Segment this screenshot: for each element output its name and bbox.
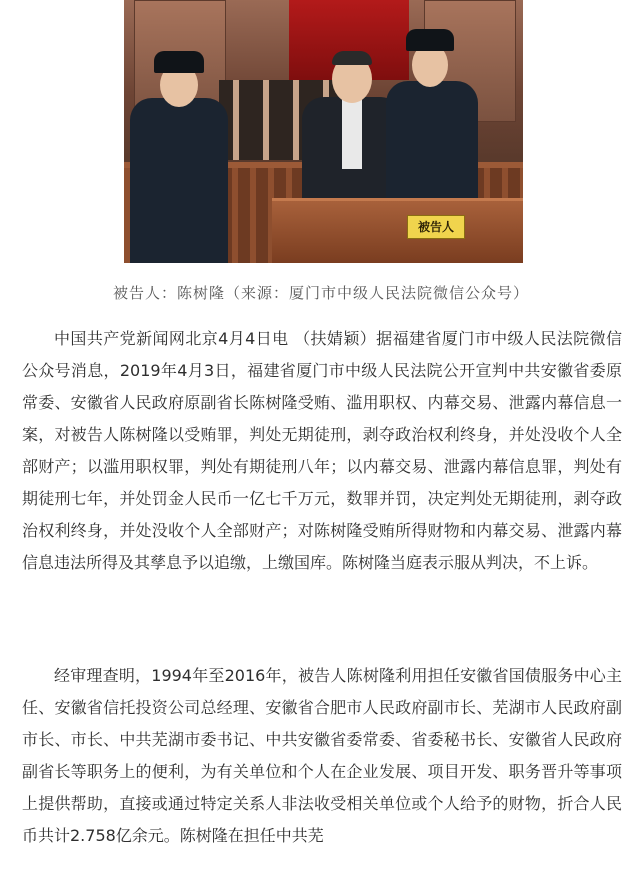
courtroom-photo — [124, 0, 523, 263]
article-paragraph: 经审理查明，1994年至2016年，被告人陈树隆利用担任安徽省国债服务中心主任、安徽省信托投资公司总经理、安徽省合肥市人民政府副市长、芜湖市人民政府副市长、市长、中共芜湖市委书记、中共安徽省委常委、省委秘书长、安徽省人民政府副省长等职务上的便利，为有关单位和个人在企业发展、项目开发、职务晋升等事项上提供帮助，直接或通过特定关系人非法收受相关单位或个人给予的财物，折合人民币共计2.758亿余元。陈树隆在担任中共芜 — [22, 666, 622, 845]
article-paragraph: 中国共产党新闻网北京4月4日电 （扶婧颖）据福建省厦门市中级人民法院微信公众号消息，2019年4月3日，福建省厦门市中级人民法院公开宣判中共安徽省委原常委、安徽省人民政府原副省长陈树隆受贿、滥用职权、内幕交易、泄露内幕信息一案，对被告人陈树隆以受贿罪，判处无期徒刑，剥夺政治权利终身，并处没收个人全部财产；以滥用职权罪，判处有期徒刑八年；以内幕交易、泄露内幕信息罪，判处有期徒刑七年，并处罚金人民币一亿七千万元，数罪并罚，决定判处无期徒刑，剥夺政治权利终身，并处没收个人全部财产；对陈树隆受贿所得财物和内幕交易、泄露内幕信息违法所得及其孳息予以追缴，上缴国库。陈树隆当庭表示服从判决，不上诉。 — [22, 329, 622, 572]
photo-caption: 被告人：陈树隆（来源：厦门市中级人民法院微信公众号） — [112, 284, 529, 302]
defendant-nameplate: 被告人 — [407, 215, 465, 239]
defendant-dock — [272, 198, 523, 263]
police-officer-left — [124, 23, 234, 263]
